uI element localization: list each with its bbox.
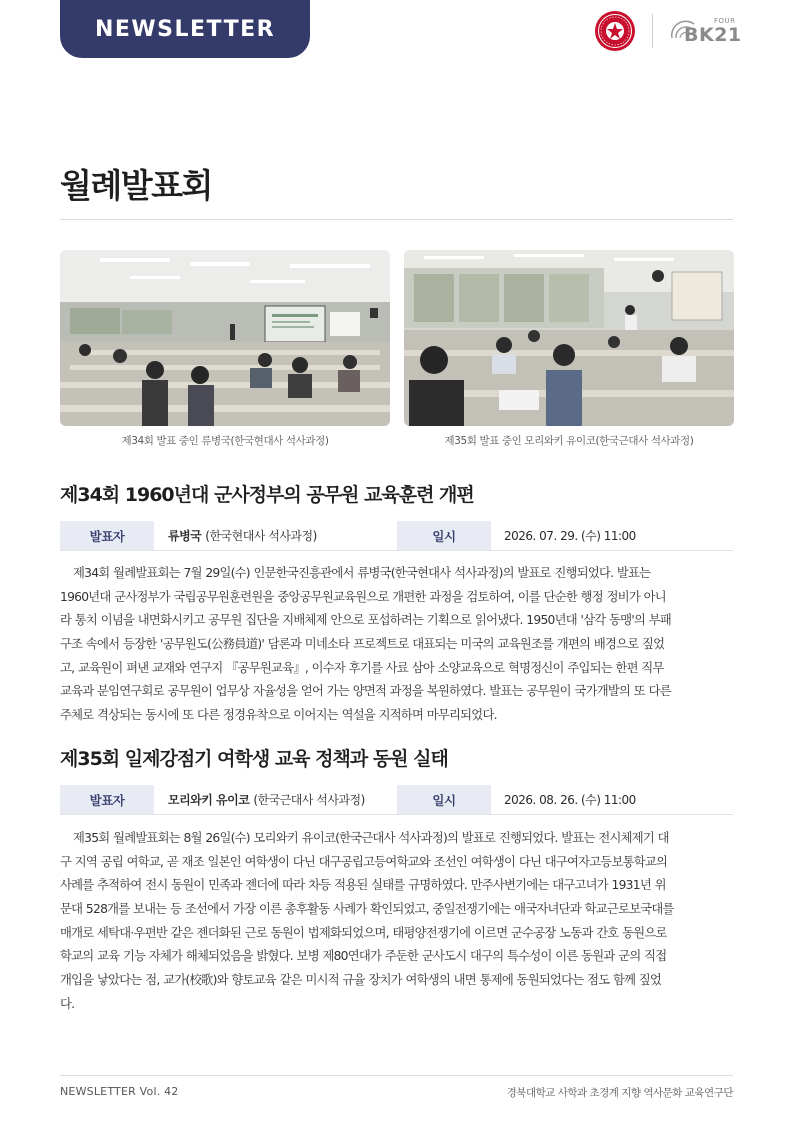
body-line: 1960년대 군사정부가 국립공무원훈련원을 중앙공무원교육원으로 개편한 과정을 검토하여, 이를 단순한 행정 정비가 아니 [60,589,666,604]
page-title: 월례발표회 [60,166,212,205]
date-label: 일시 [397,521,491,550]
body-line: 개입을 낳았다는 점, 교가(校歌)와 향토교육 같은 미시적 규율 장치가 여학생의 내면 통제에 동원되었다는 점도 함께 짚었 [60,973,662,988]
body-line: 사례를 추적하여 전시 동원이 민족과 젠더에 따라 차등 적용된 실태를 규명하였다. 만주사변기에는 대구고녀가 1931년 위 [60,878,666,893]
date-label: 일시 [397,785,491,814]
body-line: 다. [60,996,75,1011]
title-divider [60,219,733,220]
photo-presentation-34 [60,250,390,426]
body-line: 라 통치 이념을 내면화시키고 공무원 집단을 지배체제 안으로 포섭하려는 기획으로 읽어냈다. 1950년대 '삼각 동맹'의 부패 [60,613,671,628]
body-line: 제34회 월례발표회는 7월 29일(수) 인문한국진흥관에서 류병국(한국현대사 석사과정)의 발표로 진행되었다. 발표는 [73,566,651,580]
photo-caption: 제35회 발표 중인 모리와키 유이코(한국근대사 석사과정) [444,435,694,447]
presenter-label: 발표자 [60,785,154,814]
presenter-affiliation: (한국근대사 석사과정) [253,793,365,807]
body-line: 학교의 교육 기능 자체가 해체되었음을 밝혔다. 보병 제80연대가 주둔한 군사도시 대구의 특수성이 이른 동원과 군의 직접 [60,949,667,964]
presenter-value [168,521,317,550]
body-line: 매개로 세탁대·우편반 같은 젠더화된 근로 동원이 법제화되었으며, 태평양전쟁기에 이르면 군수공장 노동과 간호 동원으로 [60,925,667,940]
presenter-label: 발표자 [60,521,154,550]
section-body [60,827,733,1017]
body-line: 구 지역 공립 여학교, 곧 재조 일본인 여학생이 다닌 대구공립고등여학교와 조선인 여학생이 다닌 대구여자고등보통학교의 [60,854,668,869]
presenter-affiliation: (한국현대사 석사과정) [205,529,317,543]
info-row [60,521,733,551]
presenter-value [168,785,365,814]
body-line: 주체로 격상되는 동시에 또 다른 정경유착으로 이어지는 역설을 지적하며 마무리되었다. [60,708,497,723]
footer-volume: NEWSLETTER Vol. 42 [60,1085,179,1098]
university-seal-logo [594,10,636,52]
body-line: 고, 교육원이 펴낸 교재와 연구지 『공무원교육』, 이수자 후기를 사료 삼아 소양교육으로 혁명정신이 주입되는 한편 직무 [60,660,664,675]
body-line: 교육과 분임연구회로 공무원이 업무상 자율성을 얻어 가는 양면적 과정을 복원하였다. 발표는 공무원이 국가개발의 또 다른 [60,684,671,699]
info-row [60,785,733,815]
logo-divider [652,14,653,48]
footer-divider [60,1075,733,1076]
newsletter-tab-label: NEWSLETTER [94,16,276,42]
photo-presentation-35 [404,250,734,426]
date-value: 2026. 07. 29. (수) 11:00 [504,529,636,543]
date-value: 2026. 08. 26. (수) 11:00 [504,793,636,807]
bk21-label: BK21 [684,24,742,46]
body-line: 문대 528개를 보내는 등 조선에서 가장 이른 총후활동 사례가 확인되었고, 중일전쟁기에는 애국자녀단과 학교근로보국대를 [60,902,674,917]
body-line: 제35회 월례발표회는 8월 26일(수) 모리와키 유이코(한국근대사 석사과정)의 발표로 진행되었다. 발표는 전시체제기 대 [73,831,669,845]
newsletter-tab [60,0,310,58]
presenter-name: 류병국 [168,529,202,543]
footer-organization: 경북대학교 사학과 초경계 지향 역사문화 교육연구단 [506,1087,733,1099]
section-title: 제35회 일제강점기 여학생 교육 정책과 동원 실태 [60,748,448,770]
body-line: 구조 속에서 등장한 '공무원도(公務員道)' 담론과 미네소타 프로젝트로 대표되는 미국의 교육원조를 개편의 배경으로 짚었 [60,637,665,652]
section-title: 제34회 1960년대 군사정부의 공무원 교육훈련 개편 [60,484,474,506]
presenter-name: 모리와키 유이코 [168,793,250,807]
bk21-four-label: FOUR [714,17,736,25]
section-body [60,562,733,728]
photo-caption: 제34회 발표 중인 류병국(한국현대사 석사과정) [121,435,329,447]
